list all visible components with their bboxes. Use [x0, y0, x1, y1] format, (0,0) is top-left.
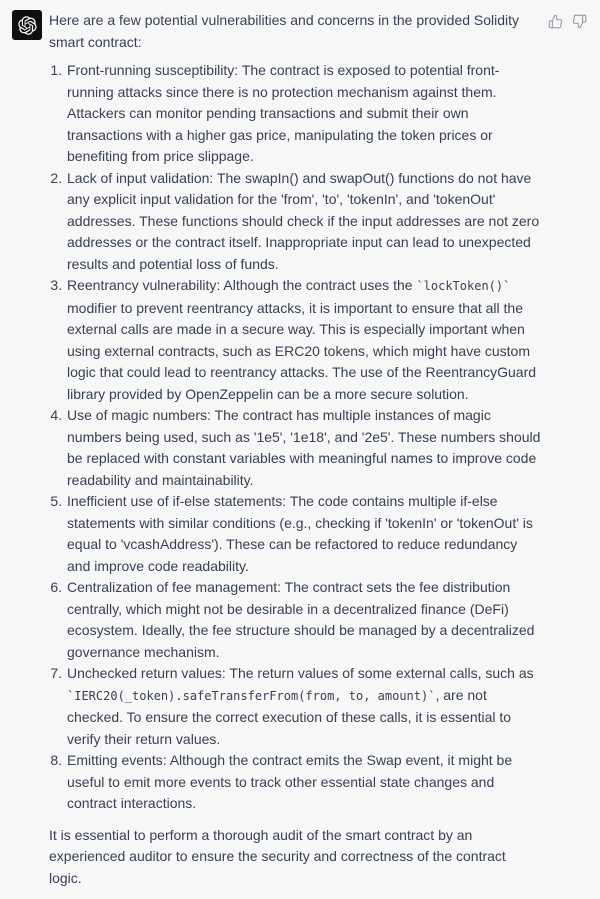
- vulnerability-list-item: [66, 405, 541, 491]
- list-item-text: Centralization of fee management: The contract sets the fee distribution centrally, which might not be desirable in a decentralized finance (DeFi) ecosystem. Ideally, the fee structure should be managed by a decentralized governance mechanism.: [67, 579, 535, 660]
- vulnerability-list-item: [66, 275, 541, 405]
- thumbs-up-button[interactable]: [548, 14, 563, 29]
- vulnerability-list: [49, 60, 541, 815]
- outro-paragraph: It is essential to perform a thorough audit of the smart contract by an experienced auditor to ensure the security and correctness of the contract logic.: [49, 826, 506, 886]
- list-item-text: Use of magic numbers: The contract has multiple instances of magic numbers being used, such as '1e5', '1e18', and '2e5'. These numbers should be replaced with constant variables with meaningful names to improve code readability and maintainability.: [67, 407, 541, 488]
- vulnerability-list-item: [66, 168, 541, 276]
- list-item-text: , are not checked. To ensure the correct execution of these calls, it is essential to verify their return values.: [67, 686, 512, 747]
- vulnerability-list-item: [66, 750, 541, 815]
- openai-logo-icon: [18, 16, 37, 35]
- inline-code: `lockToken()`: [416, 279, 511, 293]
- thumbs-up-icon: [548, 14, 563, 29]
- message-action-bar: [548, 10, 587, 29]
- list-item-text: modifier to prevent reentrancy attacks, it is important to ensure that all the external calls are made in a secure way. This is especially important when using external contracts, such as ERC20 tokens, which might have custom logic that could lead to reentrancy attacks. The use of the ReentrancyGuard library provided by OpenZeppelin can be a more secure solution.: [67, 299, 537, 402]
- vulnerability-list-item: [66, 491, 541, 577]
- intro-paragraph: Here are a few potential vulnerabilities and concerns in the provided Solidity smart contract:: [49, 12, 520, 50]
- vulnerability-list-item: [66, 663, 541, 750]
- message-content: [49, 10, 541, 889]
- list-item-text: Lack of input validation: The swapIn() and swapOut() functions do not have any explicit input validation for the 'from', 'to', 'tokenIn', and 'tokenOut' addresses. These functions should check if the input addresses are not zero addresses or the contract itself. Inappropriate input can lead to unexpected results and potential loss of funds.: [67, 169, 540, 272]
- list-item-text: Inefficient use of if-else statements: The code contains multiple if-else statements with similar conditions (e.g., checking if 'tokenIn' or 'tokenOut' is equal to 'vcashAddress'). These can be refactored to reduce redundancy and improve code readability.: [67, 493, 533, 574]
- inline-code: `IERC20(_token).safeTransferFrom(from, to, amount)`: [67, 688, 436, 703]
- list-item-text: Reentrancy vulnerability: Although the contract uses the: [67, 277, 417, 293]
- list-item-text: Unchecked return values: The return values of some external calls, such as: [67, 665, 534, 681]
- list-item-text: Front-running susceptibility: The contract is exposed to potential front-running attacks since there is no protection mechanism against them. Attackers can monitor pending transactions and submit their own transactions with a higher gas price, manipulating the token prices or benefiting from price slippage.: [67, 62, 500, 164]
- thumbs-down-button[interactable]: [572, 14, 587, 29]
- list-item-text: Emitting events: Although the contract emits the Swap event, it might be useful to emit more events to track other essential state changes and contract interactions.: [67, 752, 513, 811]
- thumbs-down-icon: [572, 14, 587, 29]
- vulnerability-list-item: [66, 60, 541, 168]
- chatgpt-avatar: [12, 10, 42, 40]
- vulnerability-list-item: [66, 577, 541, 663]
